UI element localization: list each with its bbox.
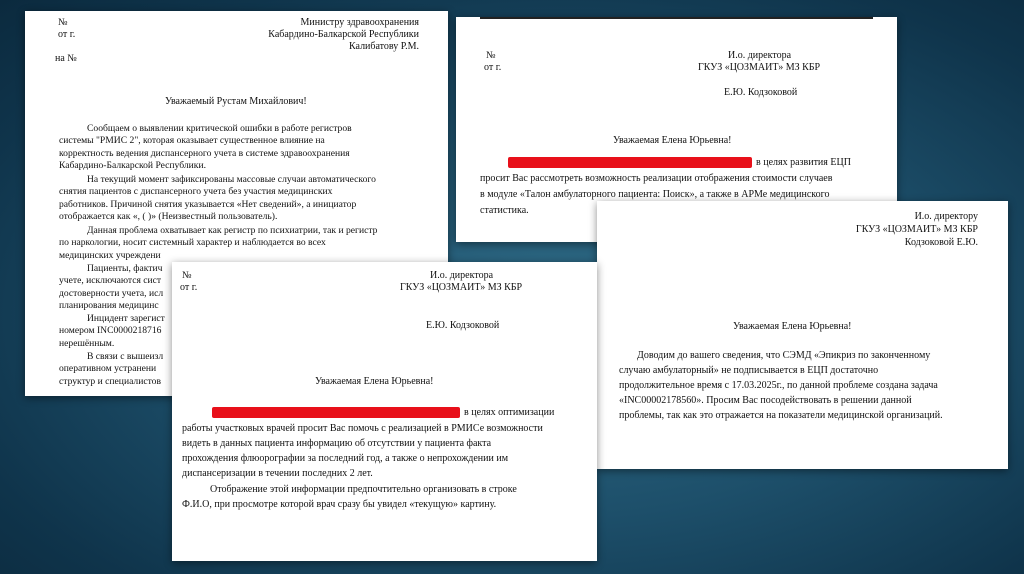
text-line: «INC00002178560». Просим Вас посодействовать в решении данной: [619, 395, 912, 406]
text-line: диспансеризации в течении последних 2 лет.: [182, 468, 373, 479]
text-line: в целях развития ЕЦП: [756, 157, 851, 168]
date-label: от г.: [484, 62, 502, 73]
redacted-sender: [212, 407, 460, 418]
text-line: в целях оптимизации: [464, 407, 555, 418]
text-line: Кабардино-Балкарской Республики.: [59, 160, 206, 172]
text-line: структур и специалистов: [59, 375, 161, 387]
recipient-line-2: ГКУЗ «ЦОЗМАИТ» МЗ КБР: [855, 224, 978, 235]
text-line: работы участковых врачей просит Вас помочь с реализацией в РМИСе возможности: [182, 423, 543, 434]
text-line: Доводим до вашего сведения, что СЭМД «Эпикриз по законченному: [637, 350, 931, 361]
reference-label: на №: [55, 53, 77, 64]
greeting: Уважаемая Елена Юрьевна!: [733, 321, 852, 332]
recipient-name: Е.Ю. Кодзоковой: [724, 87, 798, 98]
letter-semd-epicrisis: [597, 201, 1008, 469]
paragraph-1: [59, 123, 429, 173]
recipient-line-3: Калибатову Р.М.: [349, 41, 419, 52]
text-line: Инцидент зарегист: [87, 313, 165, 324]
text-line: Отображение этой информации предпочтительно организовать в строке: [210, 484, 517, 495]
greeting: Уважаемый Рустам Михайлович!: [165, 96, 307, 107]
recipient-line-2: ГКУЗ «ЦОЗМАИТ» МЗ КБР: [400, 282, 523, 293]
text-line: На текущий момент зафиксированы массовые случаи автоматического: [87, 174, 376, 185]
text-line: по наркологии, носит системный характер и наблюдается во всех: [59, 237, 326, 249]
header-rule: [480, 17, 873, 19]
text-line: оперативном устранени: [59, 363, 157, 375]
text-line: статистика.: [480, 205, 529, 216]
text-line: нерешённым.: [59, 337, 115, 349]
paragraph-3: [59, 225, 429, 262]
date-label: от г.: [180, 282, 198, 293]
text-line: в модуле «Талон амбулаторного пациента: Поиск», а также в АРМе медицинского: [480, 189, 830, 200]
text-line: снятия пациентов с диспансерного учета без участия медицинских: [59, 186, 333, 198]
text-line: Сообщаем о выявлении критической ошибки в работе регистров: [87, 123, 352, 134]
text-line: просит Вас рассмотреть возможность реализации отображения стоимости случаев: [480, 173, 833, 184]
outgoing-number-label: №: [486, 50, 496, 61]
text-line: медицинских учреждени: [59, 249, 161, 261]
text-line: достоверности учета, исл: [59, 287, 164, 299]
recipient-line-2: ГКУЗ «ЦОЗМАИТ» МЗ КБР: [698, 62, 821, 73]
greeting: Уважаемая Елена Юрьевна!: [315, 376, 434, 387]
text-line: Данная проблема охватывает как регистр по психиатрии, так и регистр: [87, 225, 378, 236]
text-line: Пациенты, фактич: [87, 263, 163, 274]
text-line: системы "РМИС 2", которая оказывает существенное влияние на: [59, 135, 325, 147]
redacted-sender: [508, 157, 752, 168]
text-line: отображается как «, ( )» (Неизвестный пользователь).: [59, 211, 278, 223]
paragraph-2: [59, 174, 429, 224]
text-line: Ф.И.О, при просмотре которой врач сразу бы увидел «текущую» картину.: [182, 499, 497, 510]
recipient-line-3: Кодзоковой Е.Ю.: [904, 237, 978, 248]
text-line: продолжительное время с 17.03.2025г., по данной проблеме создана задача: [619, 380, 938, 391]
recipient-line-1: И.о. директора: [728, 50, 792, 61]
greeting: Уважаемая Елена Юрьевна!: [613, 135, 732, 146]
recipient-line-1: И.о. директору: [914, 211, 978, 222]
text-line: прохождения флюорографии за последний год, а также о непрохождении им: [182, 453, 509, 464]
recipient-line-2: Кабардино-Балкарской Республики: [268, 29, 419, 40]
recipient-name: Е.Ю. Кодзоковой: [426, 320, 500, 331]
recipient-line-1: Министру здравоохранения: [300, 17, 419, 28]
text-line: работников. Причиной снятия указывается «Нет сведений», а инициатор: [59, 198, 357, 210]
text-line: случаю амбулаторный» не подписывается в ЕЦП достаточно: [619, 365, 879, 376]
text-line: корректность ведения диспансерного учета в системе здравоохранения: [59, 147, 350, 159]
text-line: учете, исключаются сист: [59, 275, 162, 287]
text-line: видеть в данных пациента информацию об отсутствии у пациента факта: [182, 438, 492, 449]
recipient-line-1: И.о. директора: [430, 270, 494, 281]
outgoing-number-label: №: [58, 17, 68, 28]
text-line: номером INC0000218716: [59, 325, 162, 337]
text-line: планирования медицинс: [59, 300, 159, 312]
text-line: В связи с вышеизл: [87, 351, 164, 362]
text-line: проблемы, так как это отражается на показатели медицинской организаций.: [619, 410, 943, 421]
letter-fluorography: [172, 262, 597, 561]
date-label: от г.: [58, 29, 76, 40]
outgoing-number-label: №: [182, 270, 192, 281]
